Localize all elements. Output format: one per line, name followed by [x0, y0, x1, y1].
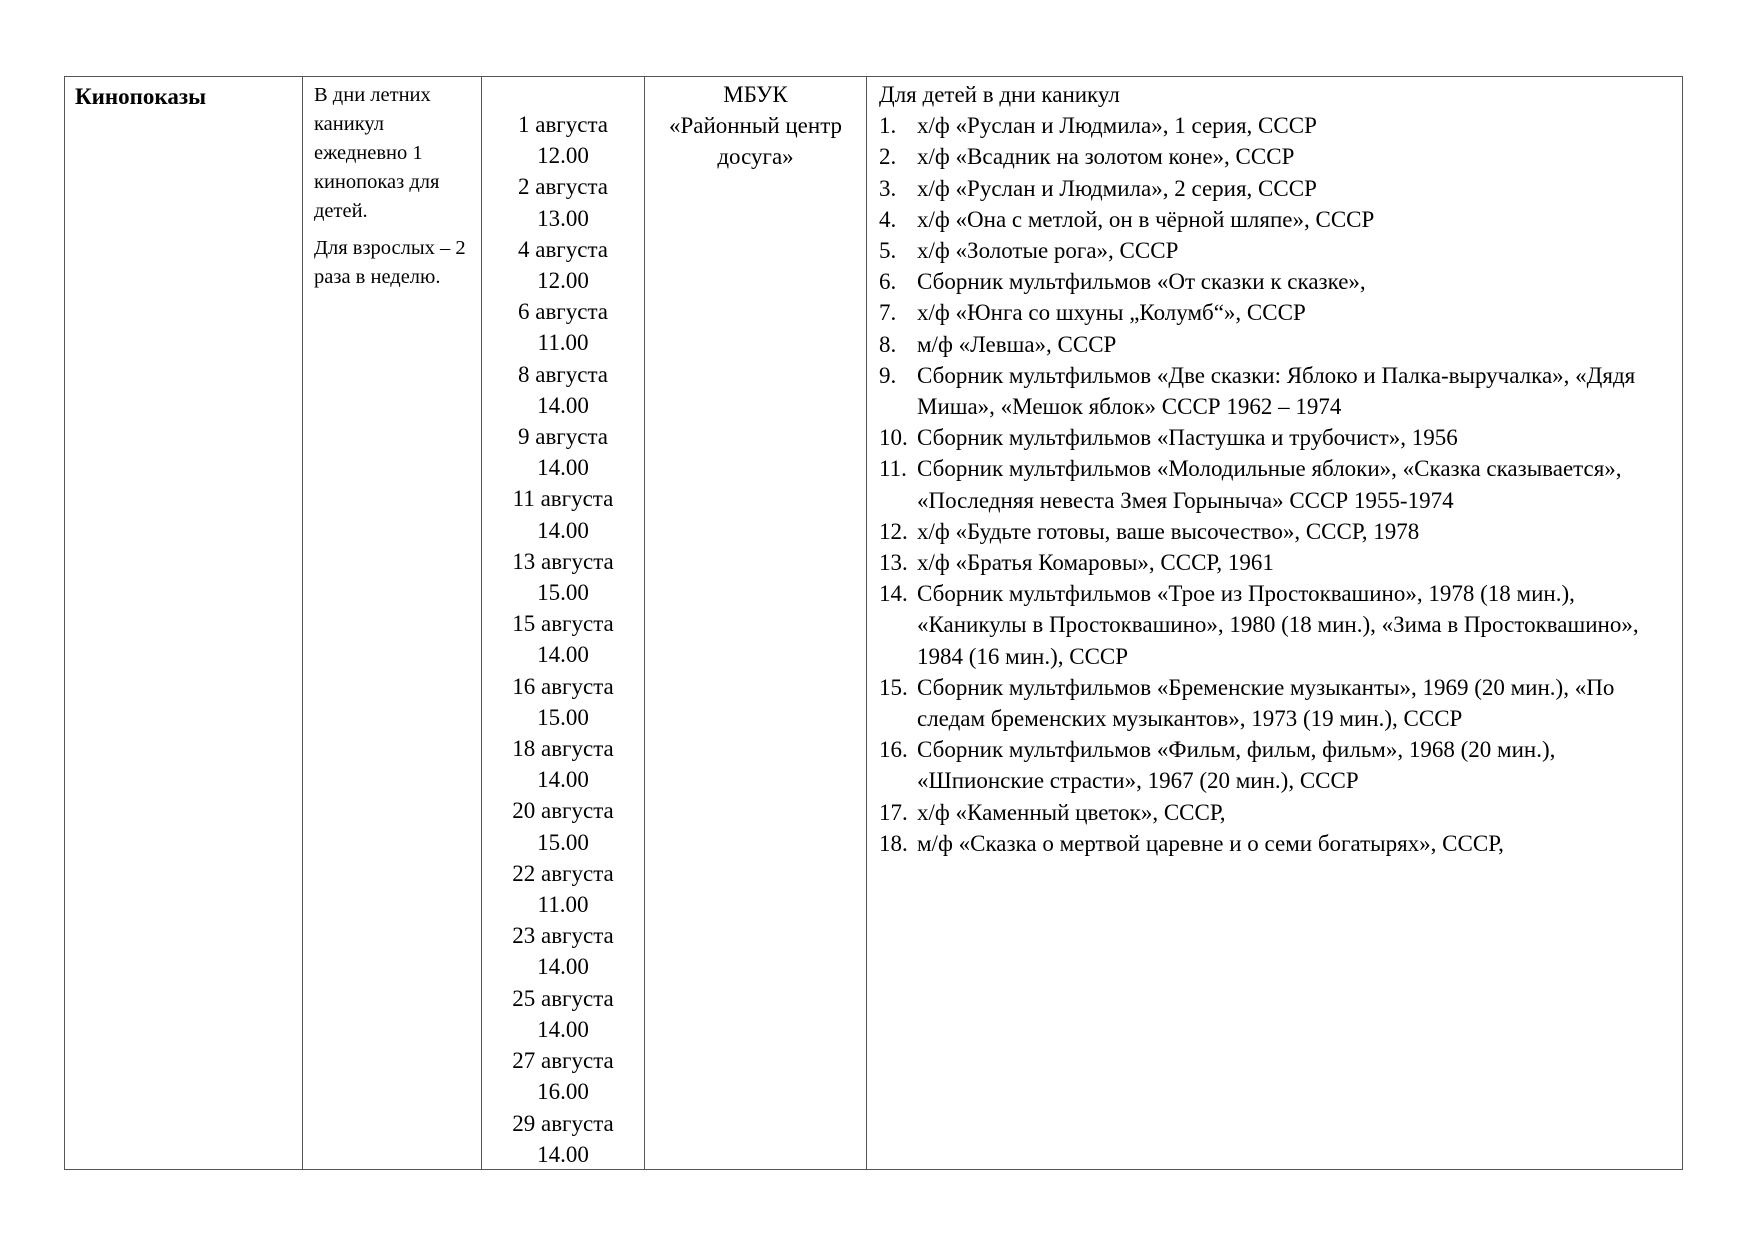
film-number: 15. [879, 674, 908, 700]
film-item [879, 734, 1672, 796]
films-intro: Для детей в дни каникул [879, 82, 1120, 107]
schedule-children: В дни летних каникул ежедневно 1 кинопоказ для детей. [314, 84, 440, 222]
venue-text [645, 79, 866, 173]
film-item [879, 828, 1672, 859]
date-time: 12.00 [537, 268, 589, 294]
film-items [879, 110, 1672, 859]
date-day: 15 августа [512, 611, 614, 637]
film-title: Сборник мультфильмов «Две сказки: Яблоко и Палка-выручалка», «Дядя Миша», «Мешок яблок» СССР 1962 – 1974 [917, 362, 1636, 420]
date-time: 11.00 [537, 892, 589, 918]
date-day: 4 августа [517, 236, 608, 262]
film-item [879, 578, 1672, 672]
date-day: 25 августа [512, 985, 614, 1011]
film-number: 9. [879, 362, 897, 388]
date-time: 14.00 [537, 455, 589, 481]
date-day: 8 августа [517, 361, 608, 387]
date-day: 13 августа [512, 548, 614, 574]
film-title: х/ф «Юнга со шхуны „Колумб“», СССР [917, 300, 1306, 326]
film-number: 14. [879, 581, 908, 607]
date-time: 14.00 [537, 517, 589, 543]
film-item [879, 516, 1672, 547]
date-time: 14.00 [537, 1141, 589, 1167]
date-time: 14.00 [537, 954, 589, 980]
date-day: 11 августа [512, 486, 614, 512]
date-time: 16.00 [537, 1079, 589, 1105]
dates-cell [482, 77, 645, 1169]
film-title: х/ф «Братья Комаровы», СССР, 1961 [917, 550, 1274, 576]
film-title: х/ф «Каменный цветок», СССР, [917, 799, 1226, 825]
event-title: Кинопоказы [75, 84, 207, 109]
film-number: 7. [879, 300, 897, 326]
film-number: 4. [879, 206, 897, 232]
film-number: 13. [879, 550, 908, 576]
venue-line: МБУК [723, 82, 788, 107]
venue-cell [645, 77, 867, 1169]
date-day: 22 августа [512, 860, 614, 886]
film-item [879, 297, 1672, 328]
film-item [879, 360, 1672, 422]
film-item [879, 329, 1672, 360]
date-time: 14.00 [537, 1016, 589, 1042]
venue-line: досуга» [717, 144, 794, 170]
film-item [879, 110, 1672, 141]
date-time: 11.00 [537, 330, 589, 356]
schedule-cell [303, 77, 482, 1169]
date-day: 27 августа [512, 1048, 614, 1074]
film-item [879, 173, 1672, 204]
date-day: 9 августа [517, 424, 608, 450]
film-number: 8. [879, 331, 897, 357]
film-title: м/ф «Левша», СССР [917, 331, 1117, 357]
date-day: 18 августа [512, 736, 614, 762]
dates-list [482, 109, 644, 1170]
film-number: 10. [879, 425, 908, 451]
film-title: Сборник мультфильмов «Бременские музыканты», 1969 (20 мин.), «По следам бременских музыкантов», 1973 (19 мин.), СССР [917, 674, 1615, 732]
film-title: х/ф «Всадник на золотом коне», СССР [917, 144, 1295, 170]
film-item [879, 235, 1672, 266]
film-number: 3. [879, 175, 897, 201]
films-cell [867, 77, 1682, 1169]
date-day: 23 августа [512, 923, 614, 949]
film-item [879, 797, 1672, 828]
event-cell [65, 77, 303, 1169]
film-item [879, 266, 1672, 297]
venue-line: «Районный центр [668, 113, 843, 139]
date-time: 14.00 [537, 642, 589, 668]
date-time: 13.00 [537, 205, 589, 231]
date-time: 14.00 [537, 392, 589, 418]
schedule-adults: Для взрослых – 2 раза в неделю. [314, 237, 466, 288]
date-time: 15.00 [537, 704, 589, 730]
film-number: 6. [879, 269, 897, 295]
film-number: 18. [879, 830, 908, 856]
film-number: 5. [879, 238, 897, 264]
film-item [879, 672, 1672, 734]
film-title: Сборник мультфильмов «Молодильные яблоки», «Сказка сказывается», «Последняя невеста Змея Горыныча» СССР 1955-1974 [917, 456, 1622, 513]
date-day: 1 августа [517, 112, 608, 137]
film-title: м/ф «Сказка о мертвой царевне и о семи богатырях», СССР, [917, 830, 1504, 856]
date-day: 6 августа [517, 299, 608, 325]
film-title: Сборник мультфильмов «Пастушка и трубочист», 1956 [917, 425, 1458, 451]
date-time: 15.00 [537, 580, 589, 606]
date-time: 12.00 [537, 143, 589, 169]
film-title: х/ф «Золотые рога», СССР [917, 238, 1179, 264]
film-title: х/ф «Руслан и Людмила», 2 серия, СССР [917, 175, 1317, 201]
date-day: 20 августа [512, 798, 614, 824]
film-number: 12. [879, 518, 908, 544]
film-title: х/ф «Будьте готовы, ваше высочество», СССР, 1978 [917, 518, 1420, 544]
film-title: Сборник мультфильмов «Трое из Простоквашино», 1978 (18 мин.), «Каникулы в Простоквашино», 1980 (18 мин.), «Зима в Простоквашино», 1984 (16 мин.), СССР [917, 581, 1639, 669]
film-number: 11. [879, 456, 907, 482]
date-day: 2 августа [517, 174, 608, 200]
date-time: 15.00 [537, 829, 589, 855]
film-item [879, 141, 1672, 172]
date-day: 16 августа [512, 673, 614, 699]
film-number: 1. [879, 113, 897, 139]
film-title: Сборник мультфильмов «От сказки к сказке», [917, 269, 1366, 295]
film-title: Сборник мультфильмов «Фильм, фильм, фильм», 1968 (20 мин.), «Шпионские страсти», 1967 (20 мин.), СССР [917, 737, 1556, 794]
films-list [879, 79, 1672, 859]
date-day: 29 августа [512, 1110, 614, 1136]
film-item [879, 547, 1672, 578]
events-table [64, 76, 1683, 1170]
film-number: 2. [879, 144, 897, 170]
film-item [879, 453, 1672, 515]
film-number: 16. [879, 737, 908, 763]
film-item [879, 422, 1672, 453]
schedule-text [314, 81, 474, 300]
date-time: 14.00 [537, 767, 589, 793]
film-number: 17. [879, 799, 908, 825]
film-title: х/ф «Она с метлой, он в чёрной шляпе», СССР [917, 206, 1375, 232]
film-item [879, 204, 1672, 235]
film-title: х/ф «Руслан и Людмила», 1 серия, СССР [917, 113, 1317, 139]
